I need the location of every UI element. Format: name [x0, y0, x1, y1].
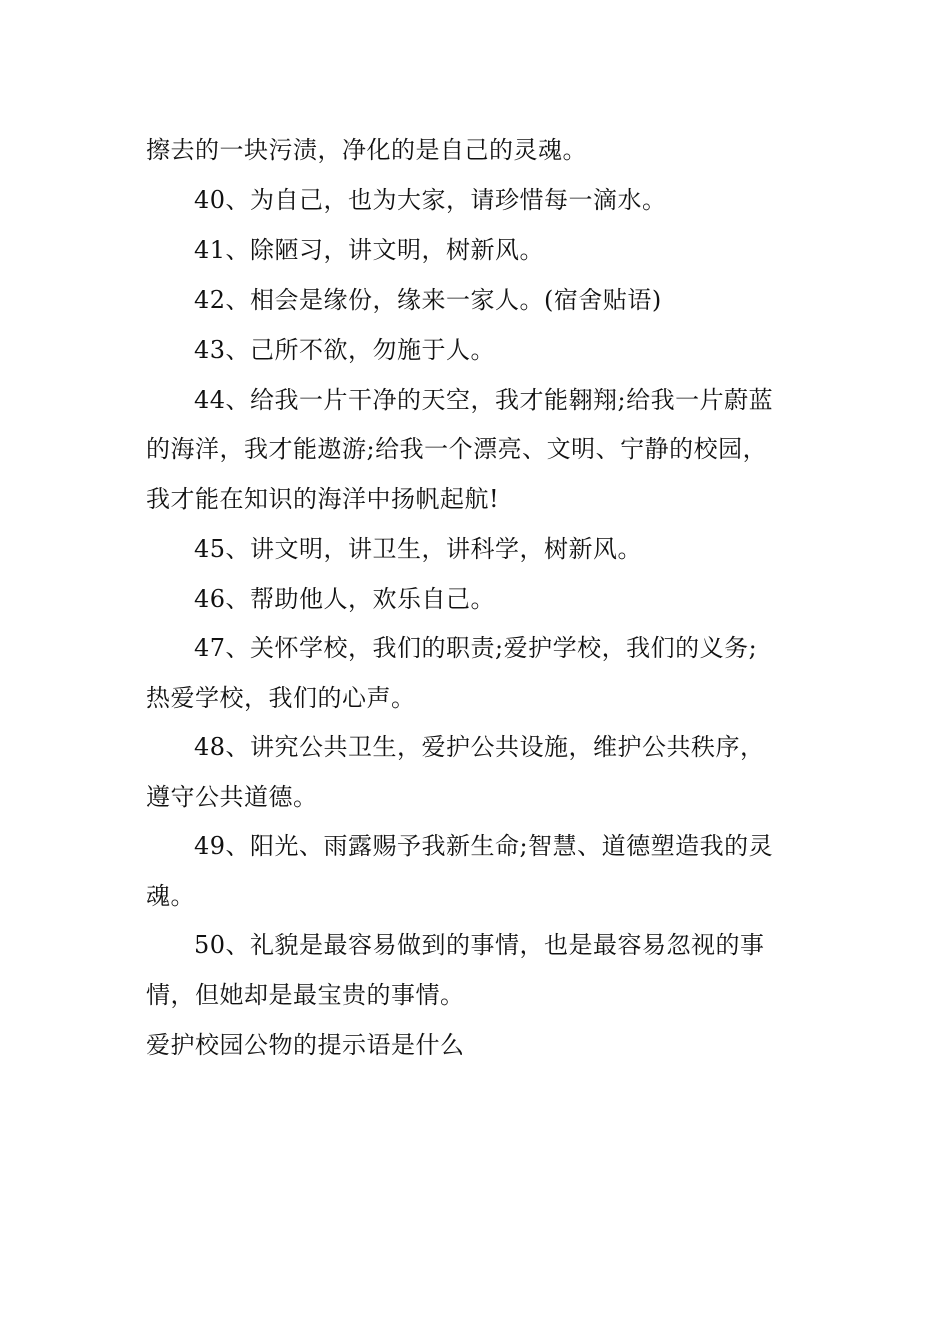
slogan-43: 43、己所不欲，勿施于人。: [194, 336, 496, 364]
text-line: 擦去的一块污渍，净化的是自己的灵魂。: [146, 136, 587, 164]
text-line: 情，但她却是最宝贵的事情。: [146, 981, 465, 1009]
text-line: 我才能在知识的海洋中扬帆起航!: [146, 485, 500, 513]
slogan-44: 44、给我一片干净的天空，我才能翱翔;给我一片蔚蓝: [194, 386, 774, 414]
slogan-50: 50、礼貌是最容易做到的事情，也是最容易忽视的事: [194, 931, 765, 959]
section-heading: 爱护校园公物的提示语是什么: [146, 1031, 465, 1059]
slogan-40: 40、为自己，也为大家，请珍惜每一滴水。: [194, 186, 667, 214]
slogan-42: 42、相会是缘份，缘来一家人。(宿舍贴语): [194, 286, 662, 314]
text-line: 遵守公共道德。: [146, 783, 318, 811]
text-line: 热爱学校，我们的心声。: [146, 684, 416, 712]
slogan-41: 41、除陋习，讲文明，树新风。: [194, 236, 545, 264]
slogan-47: 47、关怀学校，我们的职责;爱护学校，我们的义务;: [194, 634, 758, 662]
slogan-45: 45、讲文明，讲卫生，讲科学，树新风。: [194, 535, 643, 563]
slogan-48: 48、讲究公共卫生，爱护公共设施，维护公共秩序，: [194, 733, 765, 761]
slogan-49: 49、阳光、雨露赐予我新生命;智慧、道德塑造我的灵: [194, 832, 774, 860]
text-line: 魂。: [146, 882, 195, 910]
text-line: 的海洋，我才能遨游;给我一个漂亮、文明、宁静的校园，: [146, 435, 768, 463]
slogan-46: 46、帮助他人，欢乐自己。: [194, 585, 496, 613]
